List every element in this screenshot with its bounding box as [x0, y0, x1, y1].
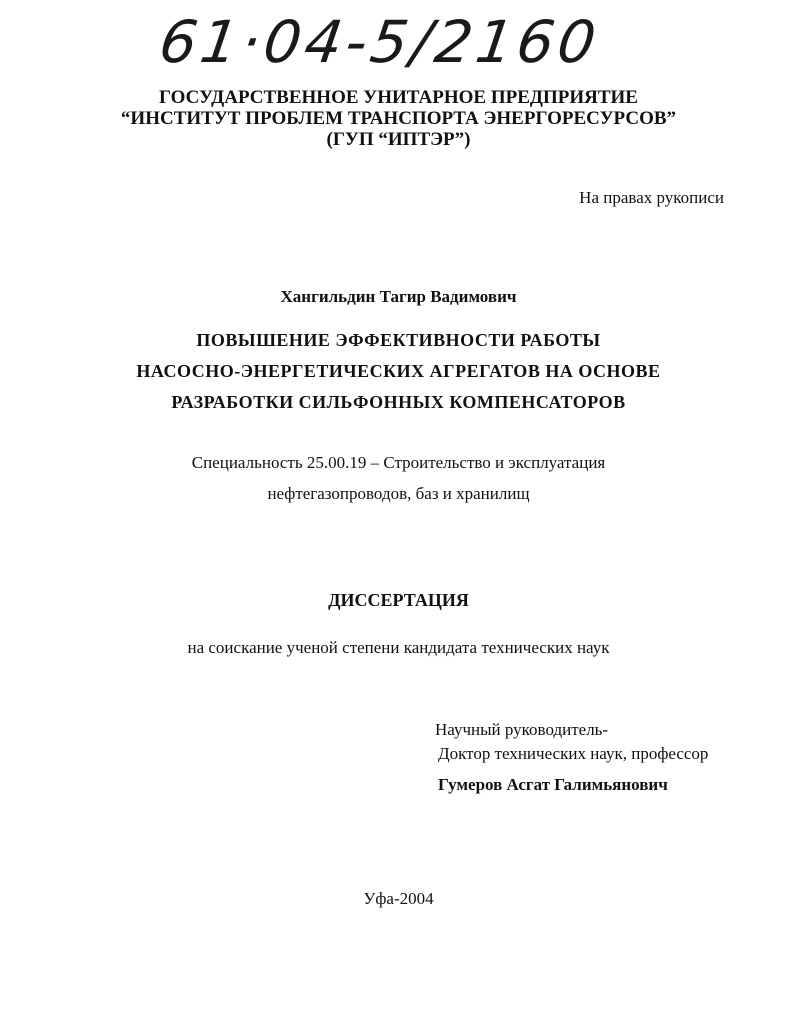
- rights-note: На правах рукописи: [579, 188, 724, 207]
- supervisor-degree: Доктор технических наук, профессор: [438, 744, 709, 763]
- handwritten-registration-number: 61·04-5/2160: [155, 8, 604, 76]
- supervisor-role: Научный руководитель-: [435, 720, 609, 739]
- organization-line-3: (ГУП “ИПТЭР”): [326, 129, 471, 150]
- supervisor-name: Гумеров Асгат Галимьянович: [438, 775, 668, 794]
- author-name: Хангильдин Тагир Вадимович: [280, 287, 517, 306]
- specialty-line-1: Специальность 25.00.19 – Строительство и эксплуатация: [191, 453, 606, 472]
- document-type: ДИССЕРТАЦИЯ: [328, 590, 469, 610]
- city-year: Уфа-2004: [363, 889, 434, 908]
- title-line-3: РАЗРАБОТКИ СИЛЬФОННЫХ КОМПЕНСАТОРОВ: [171, 392, 626, 412]
- specialty-line-2: нефтегазопроводов, баз и хранилищ: [267, 484, 530, 503]
- title-line-1: ПОВЫШЕНИЕ ЭФФЕКТИВНОСТИ РАБОТЫ: [196, 330, 601, 350]
- degree-line: на соискание ученой степени кандидата технических наук: [187, 638, 610, 657]
- organization-line-2: “ИНСТИТУТ ПРОБЛЕМ ТРАНСПОРТА ЭНЕРГОРЕСУРСОВ”: [120, 108, 677, 129]
- organization-line-1: ГОСУДАРСТВЕННОЕ УНИТАРНОЕ ПРЕДПРИЯТИЕ: [159, 87, 638, 108]
- title-line-2: НАСОСНО-ЭНЕРГЕТИЧЕСКИХ АГРЕГАТОВ НА ОСНОВЕ: [136, 361, 661, 381]
